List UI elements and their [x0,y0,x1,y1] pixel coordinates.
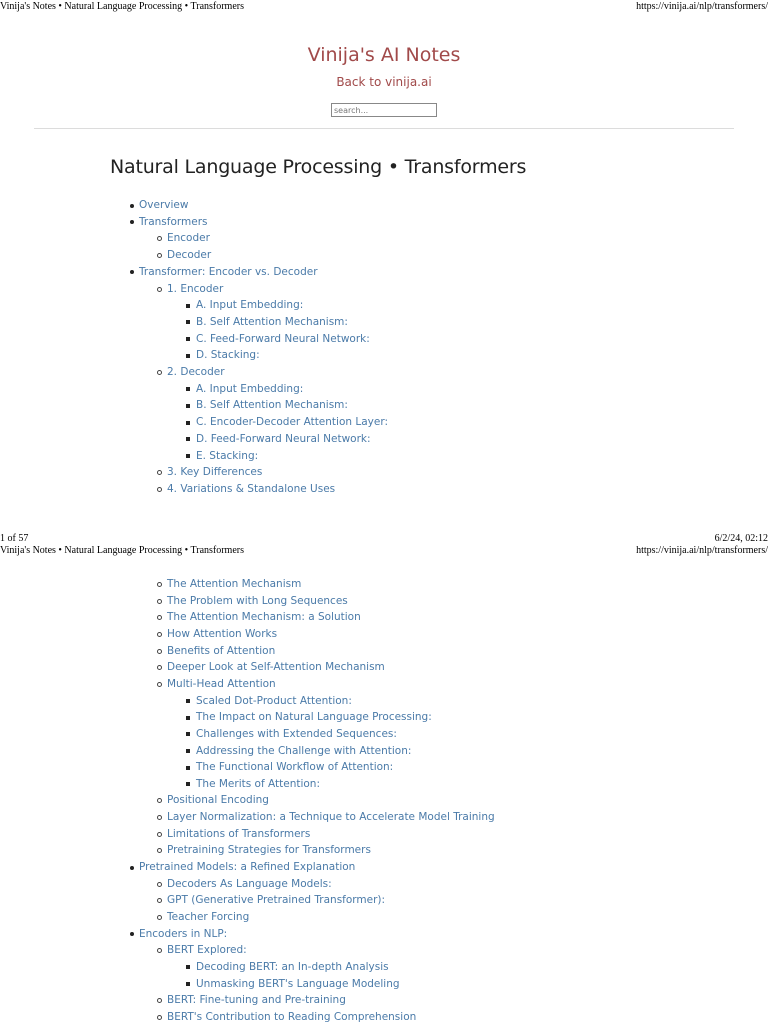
bullet-icon [186,716,190,720]
print-header-url: https://vinija.ai/nlp/transformers/ [636,1,768,12]
toc-link[interactable]: Encoders in NLP: [139,927,228,940]
bullet-icon [186,699,190,703]
bullet-icon [186,304,190,308]
toc-item [167,609,361,626]
bullet-icon [157,948,162,953]
toc-item [196,759,393,776]
toc-item [167,1009,416,1024]
toc-item [196,297,303,314]
toc-link[interactable]: Pretraining Strategies for Transformers [167,844,371,857]
bullet-icon [186,732,190,736]
toc-link[interactable]: Overview [139,199,189,211]
bullet-icon [186,337,190,341]
bullet-icon [157,915,162,920]
bullet-icon [186,421,190,425]
bullet-icon [130,932,134,936]
bullet-icon [157,599,162,604]
toc-item [167,643,275,660]
toc-link[interactable]: The Problem with Long Sequences [167,594,348,607]
header-divider [34,128,734,129]
bullet-icon [130,866,134,870]
bullet-icon [157,882,162,887]
toc-link[interactable]: Positional Encoding [167,794,269,807]
toc-link[interactable]: BERT's Contribution to Reading Comprehension [167,1010,417,1023]
print-header [0,0,768,13]
toc-item [196,431,371,448]
toc-link[interactable]: The Attention Mechanism [167,578,302,590]
toc-item [196,347,260,364]
toc-link[interactable]: BERT Explored: [167,944,247,957]
toc-link[interactable]: A. Input Embedding: [196,299,304,312]
toc-item [167,626,277,643]
bullet-icon [157,798,162,803]
toc-item [167,992,346,1009]
toc-item [167,792,269,809]
toc-item [167,676,276,693]
toc-item [167,809,495,826]
toc-link[interactable]: E. Stacking: [196,449,259,462]
toc-item [196,381,303,398]
bullet-icon [157,253,162,258]
toc-link[interactable]: 2. Decoder [167,366,225,378]
bullet-icon [186,782,190,786]
toc-item [196,397,348,414]
toc-link[interactable]: Pretrained Models: a Refined Explanation [139,861,356,874]
bullet-icon [186,766,190,770]
toc-item [167,247,211,264]
toc-item [167,364,225,381]
toc-item [139,264,318,281]
bullet-icon [186,437,190,441]
toc-link[interactable]: Unmasking BERT's Language Modeling [196,977,400,990]
toc-item [167,842,371,859]
toc-item [167,281,223,298]
bullet-icon [186,320,190,324]
toc-link[interactable]: Teacher Forcing [167,911,250,923]
bullet-icon [186,965,190,969]
toc-item [167,892,385,909]
toc-item [167,464,262,481]
toc-link[interactable]: The Attention Mechanism: a Solution [167,611,361,624]
toc-link[interactable]: B. Self Attention Mechanism: [196,315,348,328]
toc-item [196,448,258,465]
toc-link[interactable]: 1. Encoder [167,282,224,295]
toc-link[interactable]: Multi-Head Attention [167,677,276,690]
site-title-link[interactable]: Vinija's AI Notes [307,44,461,66]
toc-item [167,593,348,610]
toc-item [139,859,355,876]
toc-link[interactable]: The Impact on Natural Language Processing: [196,711,432,724]
print-header-title: Vinija's Notes • Natural Language Processing • Transformers [0,545,244,556]
bullet-icon [186,354,190,358]
toc-link[interactable]: D. Feed-Forward Neural Network: [196,432,371,445]
toc-link[interactable]: Addressing the Challenge with Attention: [196,744,412,757]
toc-item [167,230,210,247]
toc-link[interactable]: Scaled Dot-Product Attention: [196,694,352,707]
bullet-icon [157,487,162,492]
toc-item [196,726,397,743]
bullet-icon [157,582,162,587]
bullet-icon [186,404,190,408]
toc-link[interactable]: D. Stacking: [196,349,260,362]
bullet-icon [157,682,162,687]
toc-link[interactable]: Decoders As Language Models: [167,877,332,890]
toc-link[interactable]: Transformer: Encoder vs. Decoder [139,265,318,278]
toc-item [167,659,385,676]
toc-item [196,709,432,726]
toc-item [196,743,411,760]
bullet-icon [157,1015,162,1020]
toc-item [196,414,388,431]
toc-item [139,197,188,214]
print-footer-page: 1 of 57 [0,533,29,544]
toc-item [167,876,332,893]
toc-link[interactable]: Encoder [167,232,210,245]
search-input[interactable] [331,103,437,117]
toc-link[interactable]: The Functional Workflow of Attention: [196,761,394,774]
toc-link[interactable]: Benefits of Attention [167,644,276,657]
toc-link[interactable]: Challenges with Extended Sequences: [196,727,397,740]
bullet-icon [157,665,162,670]
toc-link[interactable]: 3. Key Differences [167,466,263,479]
bullet-icon [157,615,162,620]
bullet-icon [130,270,134,274]
toc-link[interactable]: BERT: Fine-tuning and Pre-training [167,994,346,1007]
toc-link[interactable]: Transformers [139,215,208,228]
toc-link[interactable]: How Attention Works [167,627,278,640]
toc-item [196,331,370,348]
toc-item [196,976,400,993]
bullet-icon [186,387,190,391]
toc-link[interactable]: Limitations of Transformers [167,827,311,840]
page-title: Natural Language Processing • Transformers [110,156,527,178]
bullet-icon [157,370,162,375]
toc-item [139,214,207,231]
bullet-icon [157,649,162,654]
bullet-icon [186,454,190,458]
toc-item [196,314,348,331]
print-header-title: Vinija's Notes • Natural Language Processing • Transformers [0,1,244,12]
toc-link[interactable]: Decoding BERT: an In-depth Analysis [196,960,389,973]
toc-item [167,576,301,593]
toc-link[interactable]: GPT (Generative Pretrained Transformer): [167,894,386,907]
bullet-icon [157,815,162,820]
toc-link[interactable]: C. Feed-Forward Neural Network: [196,332,370,345]
toc-link[interactable]: 4. Variations & Standalone Uses [167,482,336,495]
bullet-icon [157,848,162,853]
toc-link[interactable]: A. Input Embedding: [196,382,304,395]
toc-item [196,959,389,976]
toc-item [167,942,247,959]
bullet-icon [157,287,162,292]
bullet-icon [157,236,162,241]
print-footer-datetime: 6/2/24, 02:12 [714,533,768,544]
back-to-home-link[interactable]: Back to vinija.ai [336,75,432,89]
toc-link[interactable]: The Merits of Attention: [196,777,321,790]
toc-item [167,481,335,498]
bullet-icon [130,220,134,224]
print-header-page-2 [0,544,768,557]
bullet-icon [186,982,190,986]
toc-item [139,926,227,943]
bullet-icon [157,832,162,837]
bullet-icon [157,898,162,903]
bullet-icon [186,749,190,753]
toc-link[interactable]: Deeper Look at Self-Attention Mechanism [167,661,385,674]
toc-link[interactable]: C. Encoder-Decoder Attention Layer: [196,416,388,429]
bullet-icon [130,204,134,208]
bullet-icon [157,632,162,637]
print-header-url: https://vinija.ai/nlp/transformers/ [636,545,768,556]
bullet-icon [157,998,162,1003]
toc-link[interactable]: B. Self Attention Mechanism: [196,399,348,412]
toc-item [196,776,320,793]
toc-link[interactable]: Layer Normalization: a Technique to Accelerate Model Training [167,811,495,824]
toc-item [167,909,249,926]
bullet-icon [157,470,162,475]
toc-item [196,693,352,710]
toc-link[interactable]: Decoder [167,249,212,262]
toc-item [167,826,310,843]
